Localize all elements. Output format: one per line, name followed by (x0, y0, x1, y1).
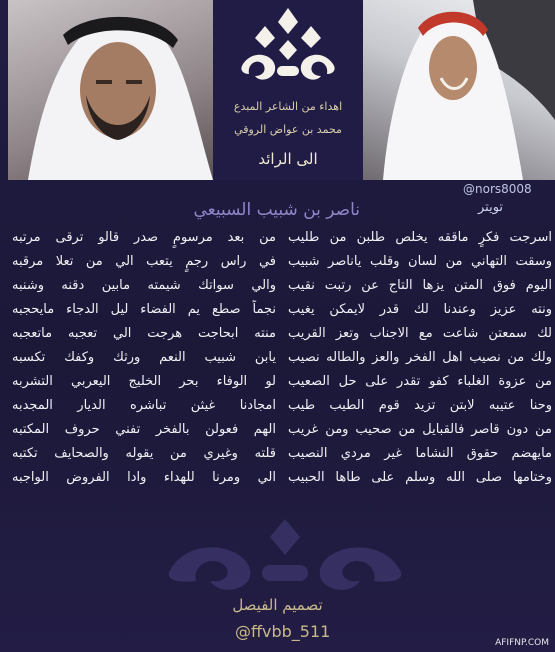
dedication-line-1: اهداء من الشاعر المبدع (233, 100, 343, 113)
verse-row (12, 324, 552, 348)
verse-right-hemistich: من عزوة الغلباء كفو تقدر على حل الصعيب (288, 374, 552, 389)
verse-right-hemistich: اسرجت فكرٍ ماققه يخلص طلبن من طليب (288, 230, 552, 245)
verse-left-hemistich: قلته وغيري من يقوله والصحايف تكتبه (12, 446, 276, 461)
verse-left-hemistich: من بعد مرسومٍ صدر قالو ترقى مرتبه (12, 230, 276, 245)
twitter-handle[interactable]: @nors8008 (463, 182, 532, 196)
young-man-with-car-image (363, 0, 555, 180)
dedication-line-2: محمد بن عواض الروقي (234, 123, 342, 136)
verse-right-hemistich: وختامها صلى الله وسلم على طاها الحبيب (288, 470, 552, 485)
verse-left-hemistich: امجادنا غيثن تباشره الديار المجدبه (12, 398, 276, 413)
verse-left-hemistich: والي سواتك شيمته مابين دقنه وشنبه (12, 278, 276, 293)
verse-right-hemistich: اليوم فوق المتن يزها التاج عن رتبت نقيب (288, 278, 552, 293)
verse-right-hemistich: ولك من نصيب اهل الفخر والعز والطاله نصيب (288, 350, 552, 365)
verse-right-hemistich: مايهضم حقوق النشاما غير مردي النصيب (288, 446, 552, 461)
verse-right-hemistich: وحنا عتيبه لابتن تزيد قوم الطيب طيب (288, 398, 552, 413)
verse-row (12, 468, 552, 492)
verse-row (12, 300, 552, 324)
designer-credit: تصميم الفيصل (232, 596, 323, 614)
verse-left-hemistich: لو الوفاء بحر الخليج اليعربي التشربه (12, 374, 276, 389)
poet-photo-right (363, 0, 555, 180)
ornament-logo-icon (213, 4, 363, 94)
man-in-ghutra-image (8, 0, 213, 180)
verse-right-hemistich: لك سمعتن شاعت مع الاجناب وتعز القريب (288, 326, 552, 341)
verse-left-hemistich: الي ومرنا للهداء وادا الفروض الواجبه (12, 470, 276, 485)
verse-right-hemistich: ونته عزيز وعندنا لك قدر لايمكن يغيب (288, 302, 552, 317)
dedication-line-3: الى الرائد (258, 150, 318, 168)
watermark: AFIFNP.COM (495, 638, 549, 648)
verse-row (12, 252, 552, 276)
verse-row (12, 348, 552, 372)
decorative-emblem-icon (150, 515, 420, 595)
poet-photo-left (8, 0, 213, 180)
verse-left-hemistich: منته ابحاجت هرجت الي تعجبه ماتعجبه (12, 326, 276, 341)
verse-row (12, 420, 552, 444)
verse-right-hemistich: من دون قاصر فالقبايل من صحيب ومن غريب (288, 422, 552, 437)
verse-row (12, 444, 552, 468)
verse-right-hemistich: وسقت التهاني من لسان وقلب ياناصر شبيب (288, 254, 552, 269)
dedication-panel (213, 0, 363, 180)
verse-row (12, 276, 552, 300)
verse-left-hemistich: نجماً صطع يم الفضاء ليل الدجاء مايحجبه (12, 302, 276, 317)
designer-handle[interactable]: @ffvbb_511 (235, 622, 331, 641)
verse-row (12, 396, 552, 420)
verse-left-hemistich: يابن شبيب النعم ورثك وكفك تكسبه (12, 350, 276, 365)
poet-name: ناصر بن شبيب السبيعي (193, 200, 360, 220)
verse-row (12, 372, 552, 396)
twitter-label: تويتر (478, 200, 504, 215)
verse-row (12, 228, 552, 252)
verse-left-hemistich: في راس رجمٍ يتعب الي من تعلا مرقبه (12, 254, 276, 269)
verse-left-hemistich: الهم فعولن بالفخر تفني حروف المكتبه (12, 422, 276, 437)
